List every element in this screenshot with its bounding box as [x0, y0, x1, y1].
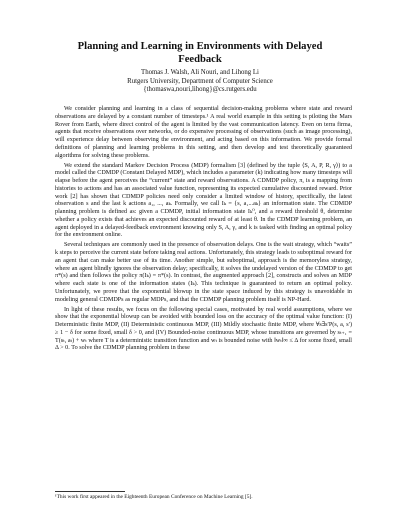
paragraph-formalism: We extend the standard Markov Decision Process (MDP) formalism [3] (defined by the tuple ⟨S, A, P, R, γ⟩) to a model called the CDMDP (Constant Delayed MDP), which includes a parameter (k) indicating how many timesteps will elapse before the agent perceives the “current” state and reward observations. A CDMDP policy, π, is a mapping from histories to actions and has an associated value function, representing its expected cumulative discounted reward. Prior work [2] has shown that CDMDP policies need only consider a limited window of history, specifically, the latest observation s and the last k actions a₁, ..., aₖ. Formally, we call Iₖ = {s, a₁...aₖ} an information state. The CDMDP planning problem is defined as: given a CDMDP, initial information state Iₖ⁰, and a reward threshold θ, determine whether a policy exists that achieves an expected discounted reward of at least θ. In the CDMDP learning problem, an agent deployed in a delayed-feedback environment knowing only S, A, γ, and k is tasked with finding an optimal policy for the environment online.	[55, 162, 352, 239]
footnote-divider	[55, 491, 125, 492]
title-line-1: Planning and Learning in Environments with Delayed	[77, 41, 323, 52]
footnote: ¹This work first appeared in the Eighteenth European Conference on Machine Learning [5].	[55, 494, 253, 500]
author-names: Thomas J. Walsh, Ali Nouri, and Lihong Li	[141, 69, 259, 76]
paragraph-special-cases: In light of these results, we focus on the following special cases, motivated by real world assumptions, where we show that the exponential blowup can be avoided with bounded loss on the accuracy of the optimal value function: (I) Deterministic finite MDP, (II) Deterministic continuous MDP, (III) Mildly stochastic finite MDP, where ∀s∃s′P(s, a, s′) ≥ 1 − δ for some fixed, small δ > 0, and (IV) Bounded-noise continuous MDP, whose transitions are governed by sₜ₊₁ = T(sₜ, aₜ) + wₜ where T is a deterministic transition function and wₜ is bounded noise with ‖wₜ‖∞ ≤ Δ for some fixed, small Δ > 0. To solve the CDMDP planning problem in these	[55, 306, 352, 352]
paragraph-techniques: Several techniques are commonly used in the presence of observation delays. One is the wait strategy, which “waits” k steps to perceive the current state before taking real actions. Unfortunately, this strategy leads to suboptimal reward for an agent that can make better use of its time. Another simple, but suboptimal, approach is the memoryless strategy, where an agent blindly ignores the observation delay; specifically, it solves the undelayed version of the CDMDP to get π*(s) and then follows the policy π(Iₖ) = π*(s). In contrast, the augmented approach [2], constructs and solves an MDP where each state is one of the information states (Iₖ). This technique is guaranteed to return an optimal policy. Unfortunately, we prove that the exponential blowup in the state space induced by this strategy is unavoidable in modeling general CDMDPs as regular MDPs, and that the CDMDP planning problem itself is NP-Hard.	[55, 242, 352, 303]
body-text	[55, 106, 352, 355]
paragraph-intro: We consider planning and learning in a class of sequential decision-making problems where state and reward observations are delayed by a constant number of timesteps.¹ A real world example in this setting is piloting the Mars Rover from Earth, where direct control of the agent is limited by the vast communication latency. Even on terra firma, agents that receive observations over networks, or do expensive processing of observations (such as image processing), will experience delay between observing the environment, and acting based on this information. We provide formal definitions of planning and learning problems in this setting, and then develop and test theoretically guaranteed algorithms for solving these problems.	[55, 106, 352, 159]
author-block	[40, 69, 360, 95]
paper-title	[40, 40, 360, 66]
author-affiliation: Rutgers University, Department of Computer Science	[127, 77, 273, 85]
title-line-2: Feedback	[178, 54, 222, 65]
author-email: {thomaswa,nouri,lihong}@cs.rutgers.edu	[143, 86, 257, 94]
